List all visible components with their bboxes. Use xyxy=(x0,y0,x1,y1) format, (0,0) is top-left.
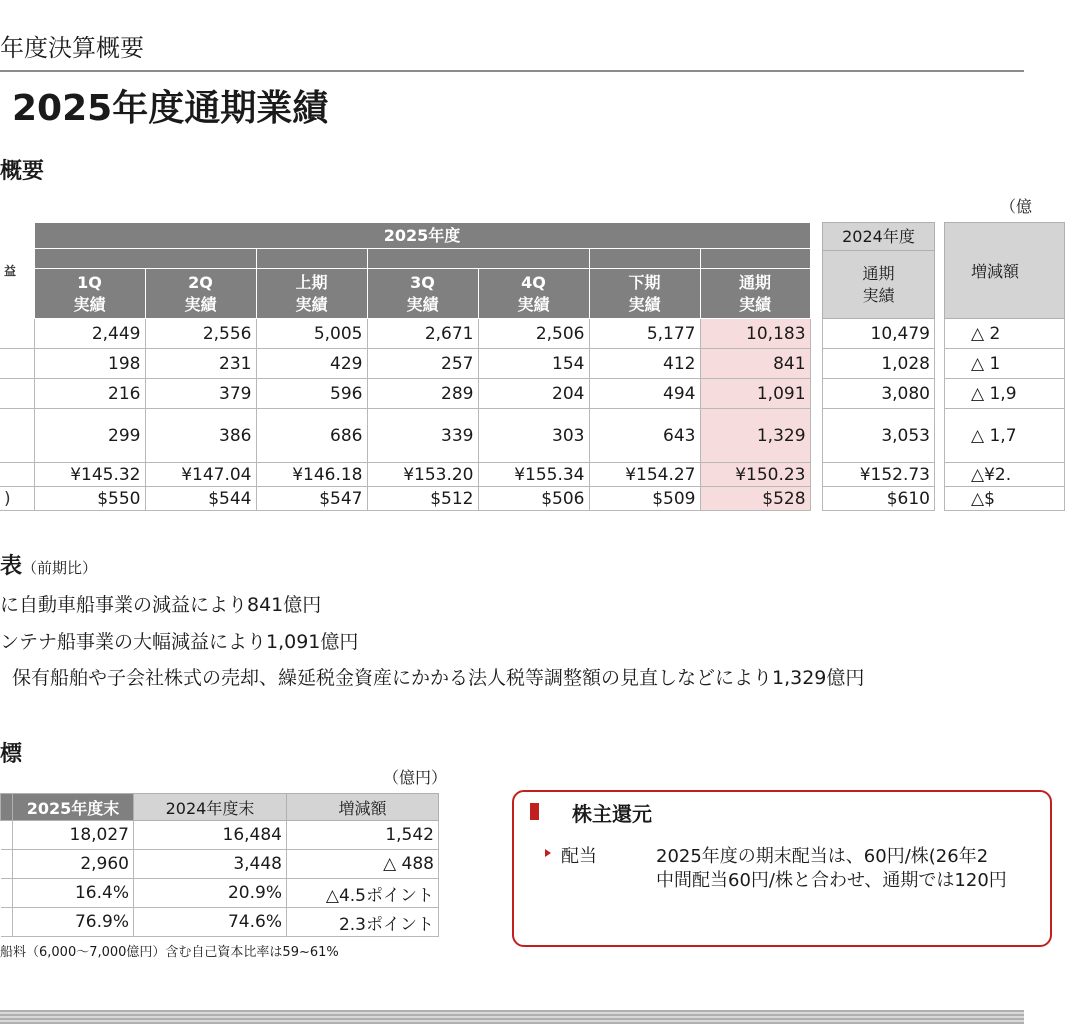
section-marker-icon xyxy=(530,803,539,820)
col-header-2q: 2Q 実績 xyxy=(145,269,256,319)
diff-table: 増減額 △ 2 △ 1 △ 1,9 △ 1,7 △¥2. △$ xyxy=(944,222,1065,511)
balance-table xyxy=(0,793,439,937)
page-title: 2025年度通期業績 xyxy=(12,88,329,129)
table-row: 216 379 596 289 204 494 1,091 xyxy=(0,379,810,409)
col-header-4q: 4Q 実績 xyxy=(478,269,589,319)
bs-header-2025: 2025年度末 xyxy=(13,794,134,821)
subgroup-spacer xyxy=(589,249,700,269)
balance-unit: （億円） xyxy=(383,768,448,787)
bs-header-diff: 増減額 xyxy=(287,794,439,821)
diff-col-header: 増減額 xyxy=(945,223,1065,319)
factor-item: に自動車船事業の減益により841億円 xyxy=(0,594,322,616)
table-row: 2,449 2,556 5,005 2,671 2,506 5,177 10,183 xyxy=(0,319,810,349)
col-header-3q: 3Q 実績 xyxy=(367,269,478,319)
prev-group-header: 2024年度 xyxy=(823,223,935,251)
subgroup-spacer xyxy=(256,249,367,269)
table-row: ) $550 $544 $547 $512 $506 $509 $528 xyxy=(0,487,810,511)
subgroup-h1 xyxy=(34,249,256,269)
factor-item: ンテナ船事業の大幅減益により1,091億円 xyxy=(0,631,359,653)
table-row: 299 386 686 339 303 643 1,329 xyxy=(0,409,810,463)
col-header-h2: 下期 実績 xyxy=(589,269,700,319)
dividend-text-line1: 2025年度の期末配当は、60円/株(26年2 xyxy=(656,846,989,867)
dividend-text-line2: 中間配当60円/株と合わせ、通期では120円 xyxy=(656,870,1007,891)
prev-year-table: 2024年度 通期 実績 10,479 1,028 3,080 3,053 ¥152.73 $610 xyxy=(822,222,935,511)
factor-item: 保有船舶や子会社株式の売却、繰延税金資産にかかる法人税等調整額の見直しなどにより1,329億円 xyxy=(12,667,865,689)
table-row: ¥145.32 ¥147.04 ¥146.18 ¥153.20 ¥155.34 ¥154.27 ¥150.23 xyxy=(0,463,810,487)
triangle-bullet-icon xyxy=(545,849,551,857)
fy2025-group-header: 2025年度 xyxy=(34,223,810,249)
table-row: 2,960 3,448 △ 488 xyxy=(1,850,439,879)
col-header-1q: 1Q 実績 xyxy=(34,269,145,319)
shareholder-title: 株主還元 xyxy=(572,802,652,826)
dividend-label: 配当 xyxy=(561,846,597,867)
header-title: 年度決算概要 xyxy=(0,34,144,62)
footer-band xyxy=(0,1010,1024,1024)
factors-section-title: 表（前期比） xyxy=(0,554,98,579)
col-header-fy: 通期 実績 xyxy=(700,269,810,319)
results-table xyxy=(0,222,811,511)
balance-section-title: 標 xyxy=(0,742,23,767)
bs-header-2024: 2024年度末 xyxy=(134,794,287,821)
table-row: 16.4% 20.9% △4.5ポイント xyxy=(1,879,439,908)
col-header-h1: 上期 実績 xyxy=(256,269,367,319)
header-divider xyxy=(0,70,1024,72)
table-row: 198 231 429 257 154 412 841 xyxy=(0,349,810,379)
overview-unit: （億 xyxy=(1000,197,1033,216)
prev-col-header: 通期 実績 xyxy=(823,251,935,319)
table-row: 18,027 16,484 1,542 xyxy=(1,821,439,850)
subgroup-h2 xyxy=(367,249,589,269)
table-row: 76.9% 74.6% 2.3ポイント xyxy=(1,908,439,937)
balance-footnote: 船料（6,000～7,000億円）含む自己資本比率は59~61% xyxy=(0,945,339,960)
stub-header: 益 xyxy=(0,223,34,319)
subgroup-spacer xyxy=(700,249,810,269)
overview-section-title: 概要 xyxy=(0,159,45,184)
